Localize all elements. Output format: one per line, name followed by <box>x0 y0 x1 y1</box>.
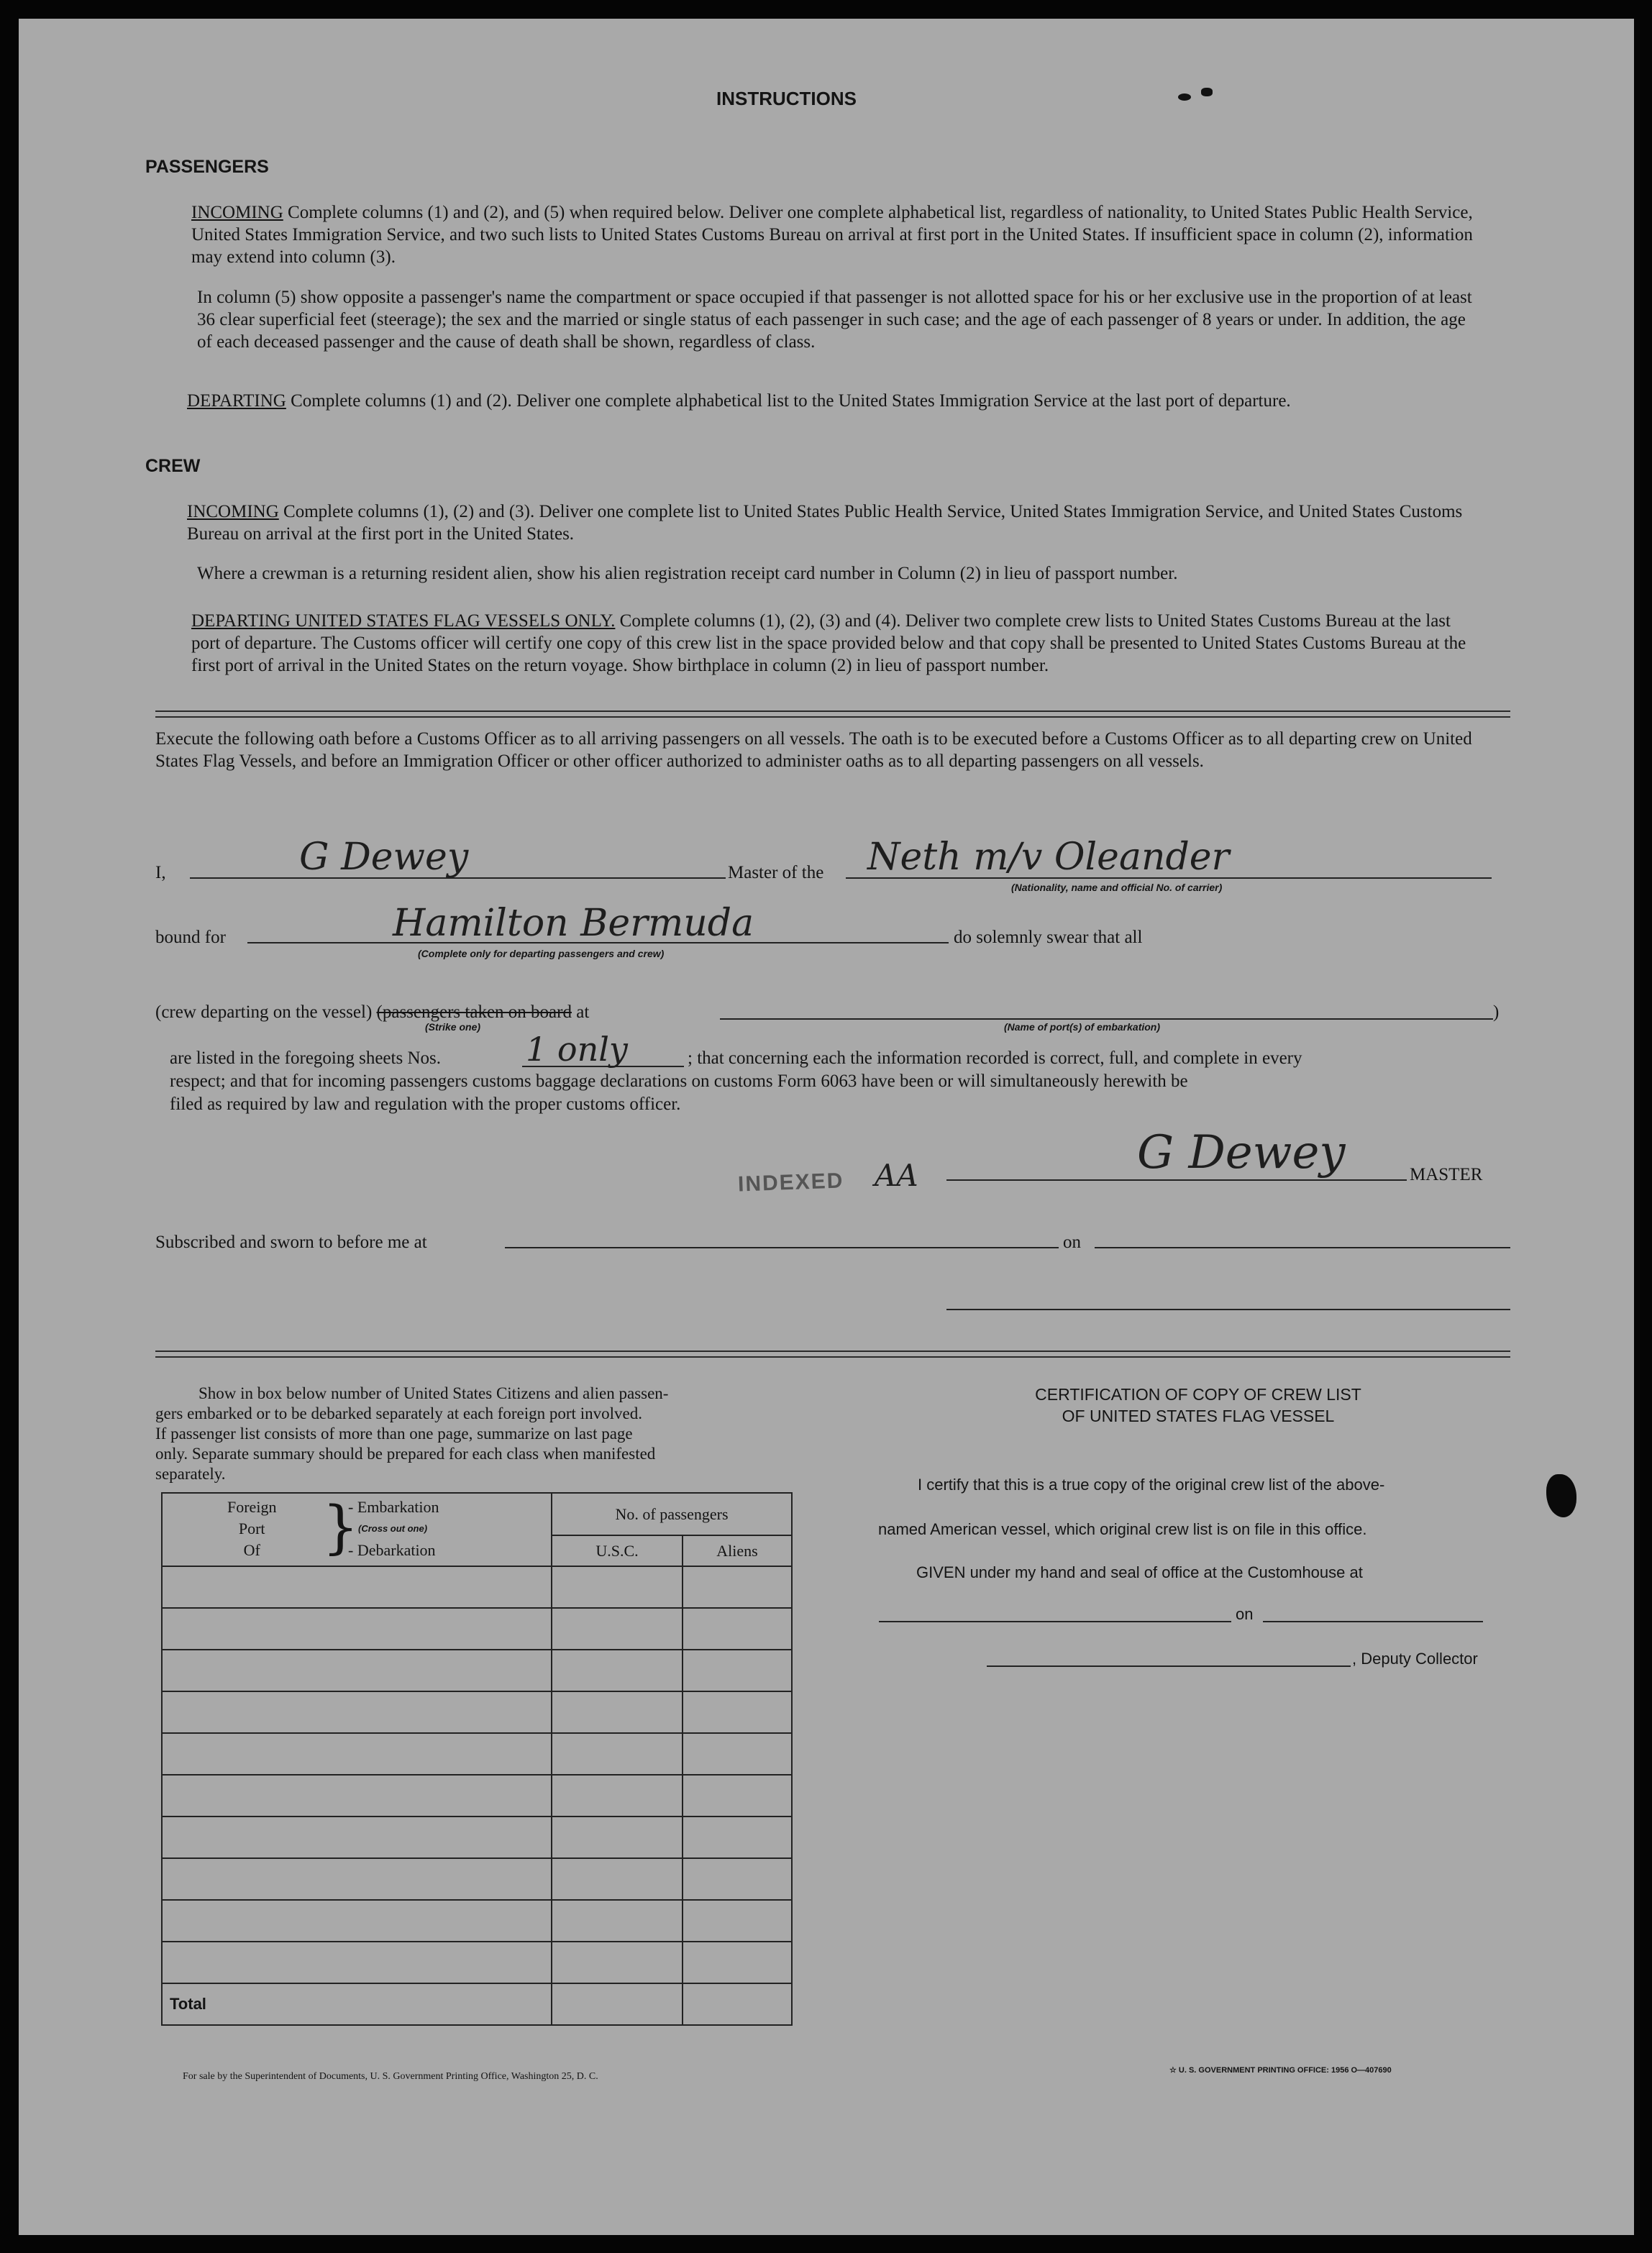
statement-1: ; that concerning each the information recorded is correct, full, and complete in every <box>688 1048 1302 1068</box>
oath-intro: Execute the following oath before a Customs Officer as to all arriving passengers on all vessels. The oath is to be executed before a Customs Officer as to all departing crew on United States Flag Vessels, and before an Immigration Officer or other officer authorized to administer oaths as to all departing passengers on all vessels. <box>155 729 1472 771</box>
crew-departing-option <box>155 1001 589 1023</box>
header-port: Port <box>238 1519 265 1537</box>
crew-departing-text: (crew departing on the vessel) <box>155 1002 373 1022</box>
page-title: INSTRUCTIONS <box>716 88 857 109</box>
usc-cell[interactable] <box>552 1900 683 1942</box>
port-cell[interactable] <box>162 1775 552 1816</box>
divider <box>155 710 1510 712</box>
header-crossout: (Cross out one) <box>358 1523 428 1534</box>
at-label: at <box>576 1002 590 1022</box>
header-no-of-passengers: No. of passengers <box>552 1493 792 1535</box>
subscribed-date-line <box>1095 1247 1510 1248</box>
crew-incoming <box>187 501 1479 545</box>
close-paren: ) <box>1493 1002 1500 1022</box>
certification-line-1: I certify that this is a true copy of the original crew list of the above- <box>918 1476 1385 1494</box>
header-embarkation: - Embarkation <box>348 1498 439 1516</box>
summary-line: Show in box below number of United States Citizens and alien passen- <box>198 1384 669 1402</box>
port-cell[interactable] <box>162 1608 552 1650</box>
crew-heading: CREW <box>145 456 201 476</box>
total-label: Total <box>162 1983 552 2025</box>
master-label: MASTER <box>1410 1165 1483 1184</box>
master-name-handwritten: G Dewey <box>299 836 469 879</box>
usc-cell[interactable] <box>552 1775 683 1816</box>
indexed-stamp: INDEXED <box>737 1169 844 1197</box>
divider <box>155 716 1510 718</box>
vessel-caption: (Nationality, name and official No. of carrier) <box>1011 882 1223 893</box>
indexed-initials: AA <box>875 1158 918 1193</box>
passengers-column5: In column (5) show opposite a passenger's name the compartment or space occupied if that passenger is not allotted space for his or her exclusive use in the proportion of at least 36 clear superficial feet (steerage); the sex and the married or single status of each passenger in such case; and the age of each passenger of 8 years or under. In addition, the age of each deceased passenger and the cause of death shall be shown, regardless of class. <box>197 288 1472 352</box>
destination-caption: (Complete only for departing passengers and crew) <box>418 948 665 959</box>
port-cell[interactable] <box>162 1691 552 1733</box>
signature-line <box>946 1179 1407 1181</box>
crew-departing-label: DEPARTING UNITED STATES FLAG VESSELS ONLY. <box>191 611 616 631</box>
header-usc: U.S.C. <box>552 1535 683 1566</box>
port-cell[interactable] <box>162 1733 552 1775</box>
crew-resident-alien: Where a crewman is a returning resident alien, show his alien registration receipt card number in Column (2) in lieu of passport number. <box>197 564 1178 583</box>
header-foreign: Foreign <box>227 1498 277 1516</box>
foreign-port-header <box>162 1493 552 1566</box>
aliens-cell[interactable] <box>683 1775 792 1816</box>
swear-text: do solemnly swear that all <box>954 928 1143 947</box>
ink-mark-icon <box>1201 88 1213 96</box>
statement-3: filed as required by law and regulation with the proper customs officer. <box>170 1094 681 1114</box>
crew-departing-text: Complete columns (1), (2), (3) and (4). Deliver two complete crew lists to United States Customs Bureau at the last port of departure. The Customs officer will certify one copy of this crew list in the space provided below and that copy shall be presented to United States Customs Bureau at the first port of arrival in the United States on the return voyage. Show birthplace in column (2) in lieu of passport number. <box>191 611 1466 675</box>
summary-line: gers embarked or to be debarked separately at each foreign port involved. <box>155 1404 642 1422</box>
aliens-cell[interactable] <box>683 1650 792 1691</box>
incoming-label: INCOMING <box>191 203 283 222</box>
incoming-text: Complete columns (1) and (2), and (5) when required below. Deliver one complete alphabetical list, regardless of nationality, to United States Public Health Service, United States Immigration Service, and two such lists to United States Customs Bureau on arrival at first port in the United States. If insufficient space in column (2), information may extend into column (3). <box>191 203 1473 267</box>
form-page <box>19 19 1634 2235</box>
footer-printing-office: ☆ U. S. GOVERNMENT PRINTING OFFICE: 1956 O—407690 <box>1169 2066 1392 2075</box>
aliens-cell[interactable] <box>683 1942 792 1983</box>
master-signature: G Dewey <box>1137 1126 1346 1179</box>
crew-departing <box>191 610 1479 677</box>
usc-cell[interactable] <box>552 1608 683 1650</box>
certification-title-2: OF UNITED STATES FLAG VESSEL <box>1062 1407 1335 1425</box>
table-row <box>162 1608 792 1650</box>
usc-cell[interactable] <box>552 1650 683 1691</box>
deputy-collector-label: , Deputy Collector <box>1352 1650 1478 1668</box>
officer-signature-line <box>946 1309 1510 1310</box>
summary-line: If passenger list consists of more than one page, summarize on last page <box>155 1425 633 1443</box>
port-caption: (Name of port(s) of embarkation) <box>1004 1021 1161 1033</box>
aliens-cell[interactable] <box>683 1858 792 1900</box>
subscribed-label: Subscribed and sworn to before me at <box>155 1233 427 1252</box>
footer-sale-note: For sale by the Superintendent of Documents, U. S. Government Printing Office, Washington 25, D. C. <box>183 2071 598 2082</box>
table-row <box>162 1691 792 1733</box>
customhouse-line <box>879 1621 1231 1622</box>
usc-cell[interactable] <box>552 1566 683 1608</box>
aliens-cell[interactable] <box>683 1733 792 1775</box>
usc-cell[interactable] <box>552 1942 683 1983</box>
crew-incoming-text: Complete columns (1), (2) and (3). Deliver one complete list to United States Public Health Service, United States Immigration Service, and United States Customs Bureau on arrival at the first port in the United States. <box>187 502 1463 544</box>
table-row <box>162 1858 792 1900</box>
divider <box>155 1351 1510 1352</box>
table-row <box>162 1733 792 1775</box>
strike-caption: (Strike one) <box>425 1021 481 1033</box>
usc-cell[interactable] <box>552 1816 683 1858</box>
table-row <box>162 1775 792 1816</box>
usc-cell[interactable] <box>552 1858 683 1900</box>
destination-handwritten: Hamilton Bermuda <box>393 902 754 945</box>
summary-instructions <box>155 1384 817 1484</box>
port-cell[interactable] <box>162 1566 552 1608</box>
usc-cell[interactable] <box>552 1691 683 1733</box>
certification-title-1: CERTIFICATION OF COPY OF CREW LIST <box>1035 1385 1361 1404</box>
deputy-collector-line <box>987 1665 1351 1667</box>
departing-label: DEPARTING <box>187 391 286 411</box>
port-cell[interactable] <box>162 1816 552 1858</box>
usc-cell[interactable] <box>552 1733 683 1775</box>
aliens-cell[interactable] <box>683 1900 792 1942</box>
header-of: Of <box>243 1541 260 1559</box>
aliens-cell[interactable] <box>683 1608 792 1650</box>
sheets-label: are listed in the foregoing sheets Nos. <box>170 1048 441 1068</box>
port-cell[interactable] <box>162 1650 552 1691</box>
subscribed-place-line <box>505 1247 1059 1248</box>
certification-line-3: GIVEN under my hand and seal of office at the Customhouse at <box>916 1563 1363 1581</box>
divider <box>155 1356 1510 1358</box>
bound-for-label: bound for <box>155 928 226 947</box>
aliens-cell[interactable] <box>683 1691 792 1733</box>
brace-glyph: } <box>322 1494 359 1560</box>
statement-2: respect; and that for incoming passengers customs baggage declarations on customs Form 6063 have been or will simultaneously herewith be <box>170 1071 1188 1091</box>
passengers-heading: PASSENGERS <box>145 157 269 177</box>
table-row <box>162 1566 792 1608</box>
departing-text: Complete columns (1) and (2). Deliver one complete alphabetical list to the United States Immigration Service at the last port of departure. <box>291 391 1291 411</box>
crew-incoming-label: INCOMING <box>187 502 279 521</box>
passenger-summary-table <box>161 1492 793 2026</box>
port-cell[interactable] <box>162 1942 552 1983</box>
header-aliens: Aliens <box>683 1535 792 1566</box>
table-row <box>162 1942 792 1983</box>
passengers-struck-text: (passengers taken on board <box>376 1002 572 1022</box>
summary-line: separately. <box>155 1465 226 1483</box>
header-debarkation: - Debarkation <box>348 1541 436 1559</box>
total-row <box>162 1983 792 2025</box>
table-row <box>162 1816 792 1858</box>
total-aliens-cell[interactable] <box>683 1983 792 2025</box>
port-line <box>720 1018 1493 1020</box>
table-row <box>162 1900 792 1942</box>
master-of-label: Master of the <box>728 863 824 882</box>
passengers-departing <box>187 390 1479 412</box>
ink-blot-icon <box>1546 1474 1576 1517</box>
summary-line: only. Separate summary should be prepared for each class when manifested <box>155 1445 656 1463</box>
aliens-cell[interactable] <box>683 1566 792 1608</box>
ink-mark-icon <box>1178 93 1191 101</box>
certification-date-line <box>1263 1621 1483 1622</box>
port-cell[interactable] <box>162 1900 552 1942</box>
i-label: I, <box>155 863 166 882</box>
sheets-handwritten: 1 only <box>526 1030 628 1069</box>
vessel-handwritten: Neth m/v Oleander <box>867 836 1230 879</box>
aliens-cell[interactable] <box>683 1816 792 1858</box>
certification-on-label: on <box>1236 1605 1254 1623</box>
subscribed-on-label: on <box>1063 1233 1081 1252</box>
table-row <box>162 1650 792 1691</box>
passengers-incoming <box>191 201 1479 268</box>
port-cell[interactable] <box>162 1858 552 1900</box>
total-usc-cell[interactable] <box>552 1983 683 2025</box>
certification-line-2: named American vessel, which original crew list is on file in this office. <box>878 1520 1367 1538</box>
certification-title <box>911 1384 1486 1427</box>
